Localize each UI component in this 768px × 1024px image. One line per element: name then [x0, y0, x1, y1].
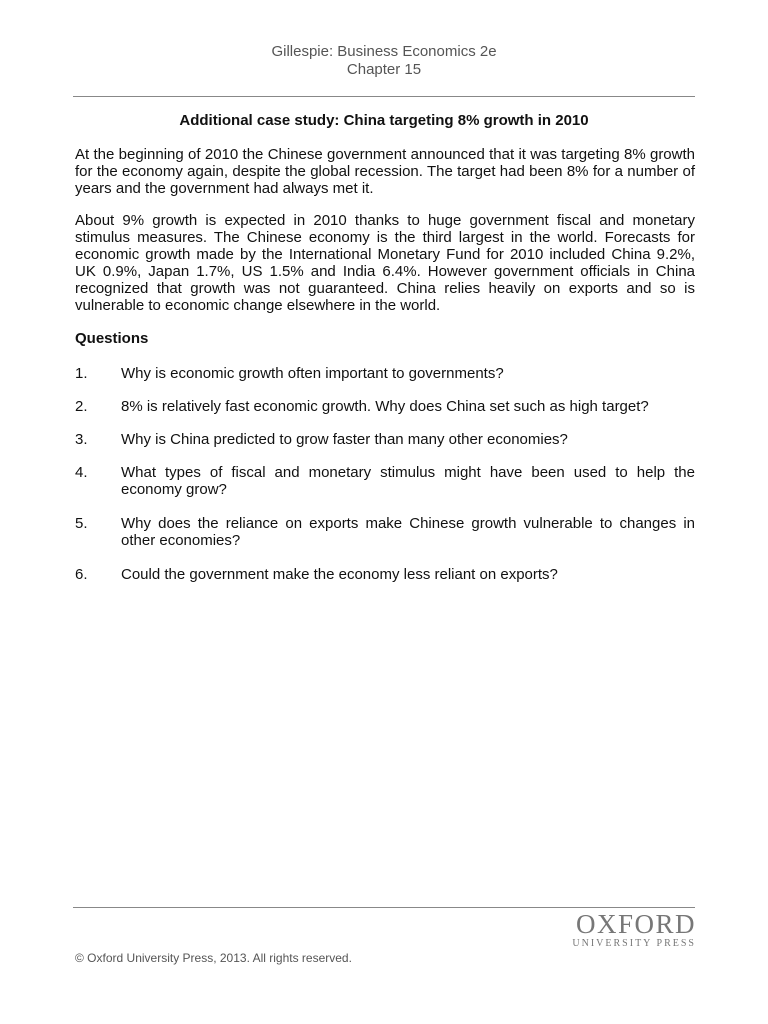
- question-item: [75, 365, 695, 382]
- question-number: 4.: [75, 464, 88, 481]
- question-item: [75, 464, 695, 498]
- running-header: [0, 43, 768, 79]
- question-item: [75, 431, 695, 448]
- question-item: [75, 398, 695, 415]
- question-number: 1.: [75, 365, 88, 382]
- paragraph-forecasts: About 9% growth is expected in 2010 thanks to huge government fiscal and monetary stimulus measures. The Chinese economy is the third largest in the world. Forecasts for economic growth made by the International Monetary Fund for 2010 included China 9.2%, UK 0.9%, Japan 1.7%, US 1.5% and India 6.4%. However government officials in China recognized that growth was not guaranteed. China relies heavily on exports and so is vulnerable to economic change elsewhere in the world.: [75, 212, 695, 314]
- question-number: 2.: [75, 398, 88, 415]
- question-text: Why does the reliance on exports make Chinese growth vulnerable to changes in other economies?: [121, 515, 695, 549]
- question-text: What types of fiscal and monetary stimulus might have been used to help the economy grow?: [121, 464, 695, 498]
- question-item: [75, 566, 695, 583]
- question-item: [75, 515, 695, 549]
- question-text: Why is economic growth often important to governments?: [121, 365, 504, 382]
- paragraph-intro: At the beginning of 2010 the Chinese government announced that it was targeting 8% growth for the economy again, despite the global recession. The target had been 8% for a number of years and the government had always met it.: [75, 146, 695, 197]
- header-book-title: Gillespie: Business Economics 2e: [271, 43, 497, 60]
- question-number: 5.: [75, 515, 88, 532]
- oxford-logo: [560, 910, 696, 950]
- question-text: Why is China predicted to grow faster than many other economies?: [121, 431, 568, 448]
- header-chapter: Chapter 15: [346, 61, 422, 78]
- question-number: 3.: [75, 431, 88, 448]
- copyright-notice: © Oxford University Press, 2013. All rights reserved.: [75, 951, 352, 965]
- header-divider: [73, 96, 695, 97]
- question-text: 8% is relatively fast economic growth. Why does China set such as high target?: [121, 398, 649, 415]
- logo-wordmark: OXFORD: [575, 909, 696, 939]
- footer-divider: [73, 907, 695, 908]
- logo-subtitle: UNIVERSITY PRESS: [572, 938, 696, 949]
- questions-heading: Questions: [75, 330, 149, 347]
- question-text: Could the government make the economy less reliant on exports?: [121, 566, 558, 583]
- case-study-title: Additional case study: China targeting 8% growth in 2010: [179, 112, 589, 129]
- question-number: 6.: [75, 566, 88, 583]
